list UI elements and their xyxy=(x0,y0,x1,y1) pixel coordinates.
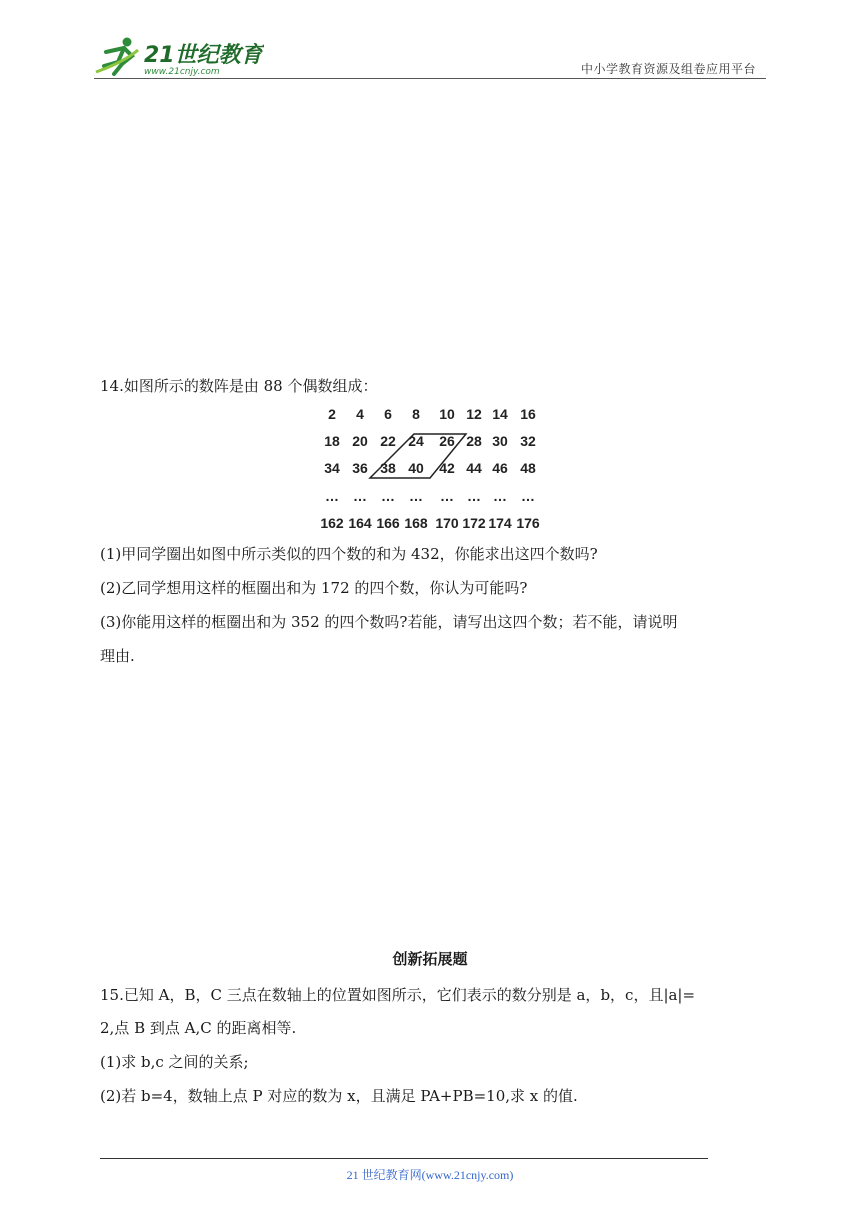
matrix-cell: 44 xyxy=(466,460,482,476)
matrix-cell: 24 xyxy=(408,433,424,449)
logo-text: 21世纪教育 xyxy=(144,43,263,68)
matrix-cell: … xyxy=(440,488,454,504)
matrix-cell: 2 xyxy=(328,406,336,422)
q14-part2: (2)乙同学想用这样的框圈出和为 172 的四个数，你认为可能吗? xyxy=(100,579,528,597)
matrix-cell: 18 xyxy=(324,433,340,449)
matrix-cell: 176 xyxy=(516,515,540,531)
header-divider xyxy=(94,78,766,79)
q14-title: 14.如图所示的数阵是由 88 个偶数组成： xyxy=(100,377,378,395)
q14-part3-line1: (3)你能用这样的框圈出和为 352 的四个数吗?若能，请写出这四个数；若不能，请说明 xyxy=(100,613,678,631)
matrix-cell: … xyxy=(409,488,423,504)
matrix-cell: … xyxy=(493,488,507,504)
matrix-cell: 28 xyxy=(466,433,482,449)
matrix-cell: 170 xyxy=(435,515,459,531)
matrix-cell: 10 xyxy=(439,406,455,422)
matrix-cell: 14 xyxy=(492,406,508,422)
platform-title: 中小学教育资源及组卷应用平台 xyxy=(580,62,756,76)
site-logo xyxy=(94,34,264,78)
q15-line1: 15.已知 A，B，C 三点在数轴上的位置如图所示，它们表示的数分别是 a，b，c，且|a|= xyxy=(100,986,696,1004)
matrix-cell: 174 xyxy=(488,515,512,531)
matrix-cell: 166 xyxy=(376,515,400,531)
q15-line3: (1)求 b,c 之间的关系; xyxy=(100,1053,249,1071)
matrix-cell: 4 xyxy=(356,406,364,422)
q15-line2: 2,点 B 到点 A,C 的距离相等. xyxy=(100,1019,297,1037)
matrix-cell: 32 xyxy=(520,433,536,449)
footer-divider xyxy=(100,1158,708,1159)
matrix-cell: 168 xyxy=(404,515,428,531)
even-number-matrix xyxy=(300,398,560,538)
matrix-cell: 38 xyxy=(380,460,396,476)
matrix-cell: 20 xyxy=(352,433,368,449)
matrix-cell: 8 xyxy=(412,406,420,422)
matrix-cell: 30 xyxy=(492,433,508,449)
matrix-cell: 34 xyxy=(324,460,340,476)
matrix-cell: 162 xyxy=(320,515,344,531)
logo-url: www.21cnjy.com xyxy=(144,67,220,77)
matrix-cell: 48 xyxy=(520,460,536,476)
matrix-cell: 16 xyxy=(520,406,536,422)
matrix-cell: … xyxy=(381,488,395,504)
matrix-cell: 22 xyxy=(380,433,396,449)
q15-line4: (2)若 b=4，数轴上点 P 对应的数为 x，且满足 PA+PB=10,求 x 的值. xyxy=(100,1087,578,1105)
matrix-cell: 46 xyxy=(492,460,508,476)
matrix-cell: 12 xyxy=(466,406,482,422)
footer-text: 21 世纪教育网(www.21cnjy.com) xyxy=(346,1168,514,1182)
matrix-cell: … xyxy=(521,488,535,504)
section-title: 创新拓展题 xyxy=(392,950,468,968)
runner-icon xyxy=(96,38,138,75)
matrix-cell: 164 xyxy=(348,515,372,531)
matrix-cell: 36 xyxy=(352,460,368,476)
matrix-cell: 6 xyxy=(384,406,392,422)
matrix-cell: 42 xyxy=(439,460,455,476)
matrix-cell: 172 xyxy=(462,515,486,531)
matrix-cell: … xyxy=(467,488,481,504)
matrix-cell: … xyxy=(325,488,339,504)
matrix-cell: 26 xyxy=(439,433,455,449)
q14-part1: (1)甲同学圈出如图中所示类似的四个数的和为 432，你能求出这四个数吗? xyxy=(100,545,598,563)
matrix-cell: … xyxy=(353,488,367,504)
q14-part3-line2: 理由. xyxy=(100,647,135,665)
matrix-cell: 40 xyxy=(408,460,424,476)
